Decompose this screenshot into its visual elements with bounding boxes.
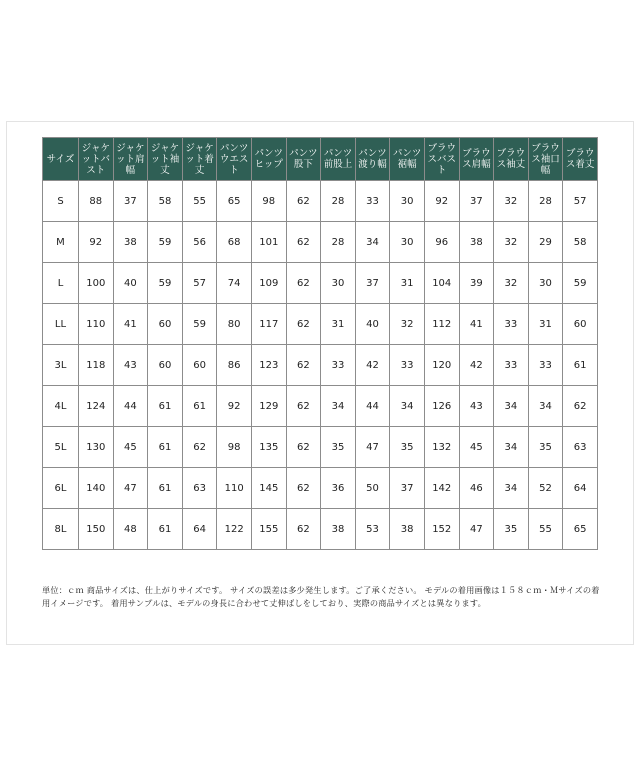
table-cell: 60 (563, 304, 598, 345)
table-cell: 152 (424, 509, 459, 550)
size-label-cell: S (43, 181, 79, 222)
table-cell: 36 (321, 468, 356, 509)
table-cell: 96 (424, 222, 459, 263)
table-cell: 32 (390, 304, 425, 345)
table-cell: 57 (563, 181, 598, 222)
table-cell: 60 (182, 345, 217, 386)
table-cell: 38 (390, 509, 425, 550)
table-header-row (43, 138, 598, 181)
header-size: サイズ (43, 138, 79, 181)
table-cell: 59 (148, 222, 183, 263)
table-cell: 43 (459, 386, 494, 427)
table-cell: 135 (251, 427, 286, 468)
table-cell: 132 (424, 427, 459, 468)
table-cell: 30 (390, 222, 425, 263)
table-cell: 58 (563, 222, 598, 263)
table-cell: 33 (528, 345, 563, 386)
table-cell: 109 (251, 263, 286, 304)
table-cell: 62 (563, 386, 598, 427)
header-cell: ブラウス肩幅 (459, 138, 494, 181)
table-cell: 68 (217, 222, 252, 263)
table-cell: 117 (251, 304, 286, 345)
table-cell: 92 (217, 386, 252, 427)
table-cell: 31 (321, 304, 356, 345)
table-cell: 55 (528, 509, 563, 550)
table-cell: 110 (79, 304, 114, 345)
table-row (43, 509, 598, 550)
table-cell: 57 (182, 263, 217, 304)
table-cell: 123 (251, 345, 286, 386)
table-cell: 35 (528, 427, 563, 468)
header-cell: パンツ渡り幅 (355, 138, 390, 181)
table-cell: 34 (494, 427, 529, 468)
table-cell: 92 (424, 181, 459, 222)
header-cell: パンツヒップ (251, 138, 286, 181)
table-cell: 98 (251, 181, 286, 222)
table-cell: 61 (148, 509, 183, 550)
table-cell: 62 (286, 386, 321, 427)
header-cell: パンツ裾幅 (390, 138, 425, 181)
size-label-cell: LL (43, 304, 79, 345)
table-cell: 58 (148, 181, 183, 222)
table-cell: 40 (355, 304, 390, 345)
table-cell: 35 (494, 509, 529, 550)
table-cell: 42 (459, 345, 494, 386)
table-cell: 86 (217, 345, 252, 386)
table-cell: 50 (355, 468, 390, 509)
table-cell: 38 (459, 222, 494, 263)
table-cell: 28 (321, 181, 356, 222)
table-cell: 62 (286, 222, 321, 263)
table-row (43, 181, 598, 222)
table-cell: 101 (251, 222, 286, 263)
table-cell: 47 (355, 427, 390, 468)
table-cell: 33 (321, 345, 356, 386)
table-cell: 59 (563, 263, 598, 304)
table-cell: 47 (113, 468, 148, 509)
table-cell: 34 (355, 222, 390, 263)
table-cell: 61 (563, 345, 598, 386)
table-cell: 126 (424, 386, 459, 427)
table-cell: 63 (563, 427, 598, 468)
size-label-cell: M (43, 222, 79, 263)
table-cell: 37 (390, 468, 425, 509)
table-cell: 45 (459, 427, 494, 468)
table-row (43, 345, 598, 386)
table-row (43, 427, 598, 468)
header-cell: パンツ股下 (286, 138, 321, 181)
header-cell: ジャケット袖丈 (148, 138, 183, 181)
table-cell: 34 (528, 386, 563, 427)
table-cell: 100 (79, 263, 114, 304)
table-cell: 44 (355, 386, 390, 427)
table-cell: 61 (148, 468, 183, 509)
size-label-cell: L (43, 263, 79, 304)
table-cell: 31 (528, 304, 563, 345)
size-note: 単位：ｃｍ 商品サイズは、仕上がりサイズです。 サイズの誤差は多少発生します。ご了承ください。 モデルの着用画像は１５８ｃｍ・Ｍサイズの着用イメージです。 着用サンプルは、モデルの身長に合わせて丈伸ばしをしており、実際の商品サイズとは異なります。 (42, 585, 600, 608)
table-cell: 34 (390, 386, 425, 427)
table-row (43, 222, 598, 263)
table-cell: 60 (148, 304, 183, 345)
table-cell: 62 (286, 345, 321, 386)
size-label-cell: 8L (43, 509, 79, 550)
table-cell: 62 (286, 509, 321, 550)
table-cell: 74 (217, 263, 252, 304)
table-cell: 59 (148, 263, 183, 304)
table-row (43, 386, 598, 427)
table-cell: 39 (459, 263, 494, 304)
table-cell: 28 (528, 181, 563, 222)
table-cell: 88 (79, 181, 114, 222)
table-cell: 104 (424, 263, 459, 304)
table-cell: 62 (286, 427, 321, 468)
table-cell: 142 (424, 468, 459, 509)
table-cell: 62 (286, 468, 321, 509)
header-cell: ブラウス着丈 (563, 138, 598, 181)
table-cell: 33 (494, 304, 529, 345)
size-label-cell: 3L (43, 345, 79, 386)
table-row (43, 304, 598, 345)
table-cell: 34 (494, 468, 529, 509)
table-cell: 28 (321, 222, 356, 263)
size-table (42, 137, 598, 550)
table-cell: 124 (79, 386, 114, 427)
table-cell: 120 (424, 345, 459, 386)
table-cell: 32 (494, 181, 529, 222)
table-cell: 56 (182, 222, 217, 263)
table-cell: 150 (79, 509, 114, 550)
table-cell: 35 (321, 427, 356, 468)
table-cell: 38 (113, 222, 148, 263)
table-cell: 34 (321, 386, 356, 427)
table-cell: 44 (113, 386, 148, 427)
table-cell: 62 (286, 304, 321, 345)
table-cell: 32 (494, 222, 529, 263)
table-cell: 30 (321, 263, 356, 304)
table-cell: 34 (494, 386, 529, 427)
table-cell: 38 (321, 509, 356, 550)
table-cell: 33 (355, 181, 390, 222)
table-cell: 45 (113, 427, 148, 468)
table-cell: 37 (355, 263, 390, 304)
header-cell: ブラウス袖丈 (494, 138, 529, 181)
header-cell: ジャケット着丈 (182, 138, 217, 181)
table-cell: 48 (113, 509, 148, 550)
size-label-cell: 5L (43, 427, 79, 468)
table-cell: 55 (182, 181, 217, 222)
table-cell: 61 (148, 386, 183, 427)
header-cell: ブラウスバスト (424, 138, 459, 181)
table-cell: 37 (459, 181, 494, 222)
table-cell: 60 (148, 345, 183, 386)
table-cell: 65 (563, 509, 598, 550)
table-cell: 63 (182, 468, 217, 509)
table-cell: 40 (113, 263, 148, 304)
header-cell: パンツウエスト (217, 138, 252, 181)
table-cell: 29 (528, 222, 563, 263)
table-cell: 41 (459, 304, 494, 345)
table-cell: 46 (459, 468, 494, 509)
table-cell: 53 (355, 509, 390, 550)
table-cell: 31 (390, 263, 425, 304)
table-cell: 61 (182, 386, 217, 427)
table-cell: 64 (182, 509, 217, 550)
table-row (43, 468, 598, 509)
table-cell: 30 (528, 263, 563, 304)
table-cell: 118 (79, 345, 114, 386)
size-label-cell: 6L (43, 468, 79, 509)
table-cell: 145 (251, 468, 286, 509)
table-cell: 64 (563, 468, 598, 509)
table-cell: 62 (286, 181, 321, 222)
table-cell: 47 (459, 509, 494, 550)
table-cell: 42 (355, 345, 390, 386)
table-cell: 33 (494, 345, 529, 386)
table-cell: 30 (390, 181, 425, 222)
table-cell: 140 (79, 468, 114, 509)
table-cell: 41 (113, 304, 148, 345)
table-cell: 62 (286, 263, 321, 304)
header-cell: ジャケット肩幅 (113, 138, 148, 181)
table-cell: 112 (424, 304, 459, 345)
table-cell: 52 (528, 468, 563, 509)
table-cell: 110 (217, 468, 252, 509)
size-label-cell: 4L (43, 386, 79, 427)
table-cell: 65 (217, 181, 252, 222)
table-cell: 61 (148, 427, 183, 468)
table-cell: 155 (251, 509, 286, 550)
table-cell: 35 (390, 427, 425, 468)
table-cell: 59 (182, 304, 217, 345)
table-cell: 92 (79, 222, 114, 263)
table-cell: 32 (494, 263, 529, 304)
table-cell: 62 (182, 427, 217, 468)
table-cell: 37 (113, 181, 148, 222)
header-cell: パンツ前股上 (321, 138, 356, 181)
table-cell: 33 (390, 345, 425, 386)
table-cell: 122 (217, 509, 252, 550)
header-cell: ジャケットバスト (79, 138, 114, 181)
table-cell: 130 (79, 427, 114, 468)
header-cell: ブラウス袖口幅 (528, 138, 563, 181)
table-cell: 98 (217, 427, 252, 468)
table-cell: 80 (217, 304, 252, 345)
table-cell: 129 (251, 386, 286, 427)
table-cell: 43 (113, 345, 148, 386)
table-row (43, 263, 598, 304)
